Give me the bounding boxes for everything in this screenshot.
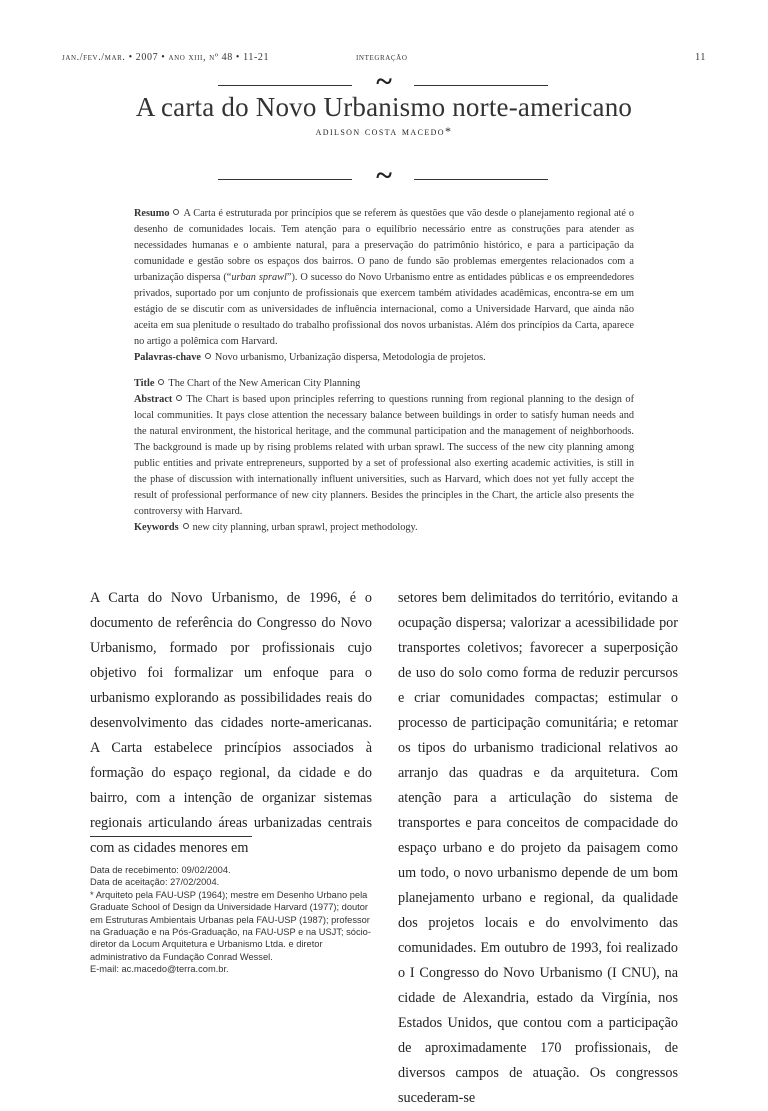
resumo-label: Resumo [134,208,170,219]
palavras-chave-paragraph [134,350,634,366]
journal-issue-info: jan./fev./mar. • 2007 • ano xiii, nº 48 • 11-21 [62,52,270,63]
footnotes [90,864,374,976]
keywords-label: Keywords [134,522,179,533]
ornament-rule-right [414,85,548,86]
article-title: A carta do Novo Urbanismo norte-americano [135,92,633,122]
body-column-left [90,586,372,861]
ornament-rule-right [414,179,548,180]
keywords-paragraph [134,520,634,536]
english-title-text: The Chart of the New American City Planning [168,378,361,389]
footnote-author-bio: * Arquiteto pela FAU-USP (1964); mestre em Desenho Urbano pela Graduate School of Design da Universidade Harvard (1977); doutor em Estruturas Ambientais Urbanas pela FAU-USP (1987); professor na Graduação e na Pós-Graduação, na FAU-USP e na USJT; sócio-diretor da Locum Arquitetura e Urbanismo Ltda. e diretor administrativo da Fundação Conrad Wessel. [90,889,371,962]
english-abstract-block [134,376,634,536]
portuguese-abstract-block [134,206,634,366]
resumo-text-start: A Carta é estruturada por princípios que se referem às questões que vão desde o planejamento regional até o desenho de comunidades locais. Tem atenção para o equilíbrio necessário entre as construções para atender as necessidades humanas e o ambiente natural, para a preservação do patrimônio histórico, e para a participação da comunidade e gestão sobre os espaços dos bairros. O pano de fundo são problemas emergentes relacionados com a urbanização dispersa (“ [134,208,634,283]
footnote-author-email: E-mail: ac.macedo@terra.com.br. [90,964,229,975]
footnote-received-date: Data de recebimento: 09/02/2004. [90,865,231,875]
footnote-rule [90,836,252,837]
resumo-text-end: ”). O sucesso do Novo Urbanismo entre as entidades públicas e os empreendedores privados, suportado por um conjunto de profissionais que exercem também atividades acadêmicas, encontra-se em um estágio de se discutir com as universidades de influência internacional, como a Universidade Harvard, que ainda não aceita em sua plenitude o resultado do trabalho profissional dos novos urbanistas. Além dos princípios da Carta, aparece no artigo a polêmica com Harvard. [134,272,635,347]
keywords-text: new city planning, urban sprawl, project methodology. [192,522,418,533]
bullet-icon [183,523,189,529]
title-ornament-bottom [0,159,768,194]
footnote-accepted-date: Data de aceitação: 27/02/2004. [90,877,220,888]
body-column-right [398,586,678,1111]
bullet-icon [205,353,211,359]
ornament-rule-left [218,85,352,86]
resumo-italic-term: urban sprawl [231,272,287,283]
body-paragraph-right: setores bem delimitados do território, evitando a ocupação dispersa; valorizar a acessibilidade por transportes coletivos; favorecer a superposição de uso do solo como forma de reduzir percursos e criar comunidades compactas; estimular o processo de participação comunitária; e retomar os tipos do urbanismo tradicional relativos ao arranjo das quadras e da arquitetura. Com atenção para a articulação do sistema de transportes e para conceitos de compacidade do espaço urbano e do projeto da paisagem como um todo, o novo urbanismo depende de um bom planejamento urbano e regional, da qualidade dos projetos locais e do envolvimento das comunidades. Em outubro de 1993, foi realizado o I Congresso do Novo Urbanismo (I CNU), na cidade de Alexandria, estado da Virgínia, nos Estados Unidos, que contou com a participação de aproximadamente 170 profissionais, de diversos campos de atuação. Os congressos sucederam-se [398,590,678,1106]
tilde-icon: ~ [376,159,392,192]
tilde-icon: ~ [376,65,392,98]
abstract-text: The Chart is based upon principles referring to questions running from regional planning to the design of local communities. It pays close attention the necessary balance between buildings in order to satisfy human needs and the natural environment, the historical heritage, and the communal participation and the management of neighborhoods. The background is made up by rising problems related with urban sprawl. The success of the new city planning among public entities and private entrepreneurs, supported by a set of professional also exerting academic activities, is still in the phase of discussion with internationally influent universities, such as Harvard, which does not yet fully accept the result of professional performance of new city planners. Besides the principles in the Chart, the article also presents the controversy with Harvard. [134,394,634,517]
page-number: 11 [695,52,706,63]
english-title-label: Title [134,378,155,389]
abstract-paragraph [134,392,634,520]
article-author: adilson costa macedo* [315,124,453,138]
bullet-icon [176,395,182,401]
bullet-icon [158,379,164,385]
abstract-label: Abstract [134,394,173,405]
english-title-paragraph [134,376,634,392]
bullet-icon [173,209,179,215]
ornament-rule-left [218,179,352,180]
palavras-chave-text: Novo urbanismo, Urbanização dispersa, Metodologia de projetos. [214,352,486,363]
journal-name: integração [356,52,408,63]
resumo-paragraph [134,206,634,350]
palavras-chave-label: Palavras-chave [134,352,201,363]
running-head [62,52,706,66]
body-paragraph-left: A Carta do Novo Urbanismo, de 1996, é o documento de referência do Congresso do Novo Urbanismo, formado por profissionais cujo objetivo foi formalizar um enfoque para o urbanismo explorando as possibilidades reais do desenvolvimento das cidades norte-americanas. A Carta estabelece princípios associados à formação do espaço regional, da cidade e do bairro, com a intenção de organizar sistemas regionais articulando áreas urbanizadas centrais com as cidades menores em [90,590,372,856]
